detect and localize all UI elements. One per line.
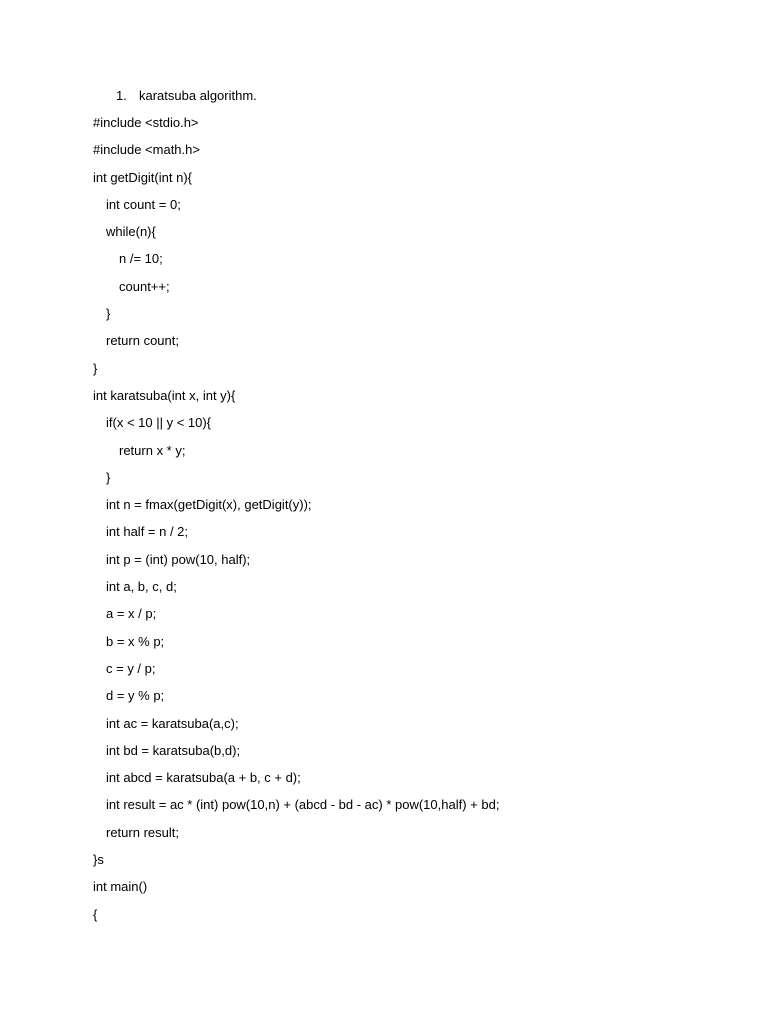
code-line: int getDigit(int n){ — [93, 169, 192, 185]
code-line: a = x / p; — [106, 606, 157, 622]
code-line: } — [106, 306, 111, 322]
code-line: b = x % p; — [106, 633, 165, 649]
code-line: int p = (int) pow(10, half); — [106, 551, 251, 567]
code-line: int bd = karatsuba(b,d); — [106, 742, 241, 758]
list-number: 1. — [116, 88, 127, 103]
code-line: #include <stdio.h> — [93, 115, 199, 130]
heading-text: karatsuba algorithm. — [139, 88, 257, 103]
code-line: return count; — [106, 333, 179, 349]
code-line: count++; — [119, 278, 170, 294]
code-line: n /= 10; — [119, 251, 163, 267]
code-line: } — [93, 360, 98, 376]
code-line: } — [106, 469, 111, 485]
code-line: { — [93, 906, 98, 922]
code-line: int n = fmax(getDigit(x), getDigit(y)); — [106, 497, 312, 513]
code-line: int abcd = karatsuba(a + b, c + d); — [106, 770, 301, 786]
code-line: int ac = karatsuba(a,c); — [106, 715, 239, 731]
code-line: int main() — [93, 879, 148, 895]
code-line: c = y / p; — [106, 660, 156, 676]
code-line: #include <math.h> — [93, 142, 200, 158]
code-line: return x * y; — [119, 442, 186, 458]
list-heading — [116, 87, 257, 105]
code-line: }s — [93, 852, 104, 868]
code-block — [93, 114, 499, 933]
code-line: int count = 0; — [106, 196, 181, 212]
code-line: int karatsuba(int x, int y){ — [93, 387, 236, 403]
code-line: while(n){ — [106, 224, 156, 240]
code-line: return result; — [106, 824, 179, 840]
code-line: if(x < 10 || y < 10){ — [106, 415, 212, 431]
code-line: d = y % p; — [106, 688, 165, 704]
code-line: int result = ac * (int) pow(10,n) + (abcd - bd - ac) * pow(10,half) + bd; — [106, 797, 500, 813]
code-line: int half = n / 2; — [106, 524, 189, 540]
code-line: int a, b, c, d; — [106, 579, 177, 595]
